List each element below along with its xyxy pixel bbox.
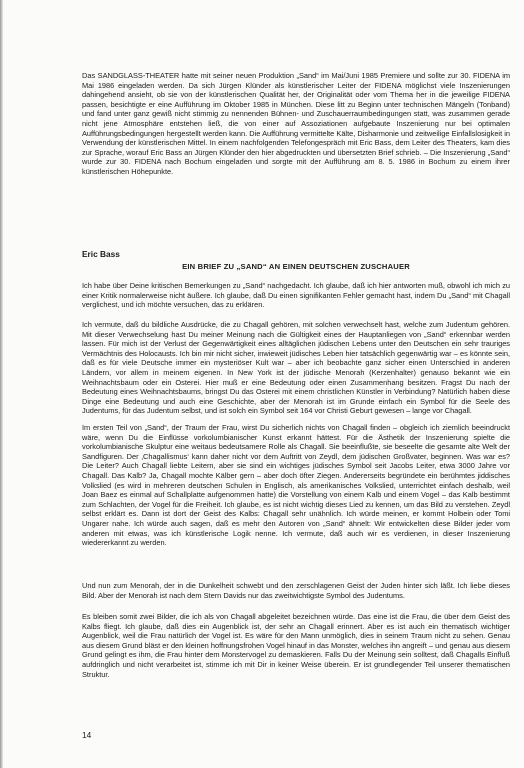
page-number: 14 [82,730,92,740]
letter-paragraph: Es bleiben somit zwei Bilder, die ich als von Chagall abgeleitet bezeichnen würde. Das eine ist die Frau, die über dem Geist des Kalbs fliegt. Ich glaube, daß dies ein Augenblick ist, der sehr an Chagall erinnert. Aber es ist auch ein thematisch wichtiger Augenblick, weil die Frau natürlich der Vogel ist. Es wäre für den Mann unmöglich, dies in seinem Traum nicht zu sehen. Genau aus diesem Grund bläst er den kleinen hoffnungsfrohen Vogel hinauf in das Monster, welches ihn angreift – und genau aus diesem Grund gelingt es ihm, die Frau hinter dem Monstervogel zu demaskieren. Falls Du der Meinung sein solltest, daß Chagalls Einfluß aufdringlich und nicht verarbeitet ist, stimme ich mit Dir in keiner Weise überein. Er ist grundlegender Teil unserer thematischen Struktur. [82,612,510,679]
letter-paragraph: Ich vermute, daß du bildliche Ausdrücke, die zu Chagall gehören, mit solchen verwechselt hast, welche zum Judentum gehören. Mit dieser Verwechselung hast Du meiner Meinung nach die Gültigkeit eines der Hauptanliegen von „Sand“ erkennbar werden lassen. Für mich ist der Verlust der Gegenwärtigkeit eines alltäglichen jüdischen Lebens unter den Deutschen ein sehr trauriges Vermächtnis des Holocausts. Ich bin mir nicht sicher, inwieweit jüdisches Leben hier tatsächlich gegenwärtig war – es könnte sein, daß es für viele Deutsche immer ein mysteriöser Kult war – aber ich beobachte ganz sicher einen Unterschied in anderen Ländern, vor allem in meinem eigenen. In New York ist der jüdische Menorah (Kerzenhalter) genauso bekannt wie ein Weihnachtsbaum oder ein Osterei. Hier muß er eine Bedeutung oder einen Zusammenhang besitzen. Fragst Du nach der Bedeutung eines Weihnachtsbaums, bringst Du das Osterei mit einem christlichen Künstler in Verbindung? Natürlich haben diese Dinge eine Bedeutung und auch eine Geschichte, aber der Menorah ist im Grunde einfach ein Symbol für die Seele des Judentums, für das Judentum selbst, und ist solch ein Symbol seit 164 vor Christi Geburt gewesen – lange vor Chagall. [82,320,510,416]
page-gutter-shadow [0,0,3,768]
letter-paragraph: Ich habe über Deine kritischen Bemerkungen zu „Sand“ nachgedacht. Ich glaube, daß ich hier antworten muß, obwohl ich mich zu einer Kritik normalerweise nicht äußere. Ich glaube, daß Du einen signifikanten Fehler gemacht hast, indem Du „Sand“ mit Chagall verglichest, und ich möchte versuchen, das zu erklären. [82,281,510,310]
intro-paragraph: Das SANDGLASS-THEATER hatte mit seiner neuen Produktion „Sand“ im Mai/Juni 1985 Premiere und sollte zur 30. FIDENA im Mai 1986 eingeladen werden. Da sich Jürgen Klünder als künstlerischer Leiter der FIDENA möglichst viele Inszenierungen dahingehend ansieht, ob sie von der künstlerischen Qualität her, der Originalität oder vom Thema her in die jeweilige FIDENA passen, besichtigte er eine Aufführung im Oktober 1985 in München. Diese litt zu Beginn unter technischen Mängeln (Tonband) und fand unter ganz gewiß nicht stimmig zu nennenden Bühnen- und Zuschauerraumbedingungen statt, was zusammen gerade nicht jene Atmosphäre entstehen ließ, die von einer auf Assoziationen aufgebaute Inszenierung nur bei optimalen Aufführungsbedingungen hergestellt werden kann. Die Aufführung vermittelte Kälte, Disharmonie und zeitweilige Einfallslosigkeit in Verwendung der künstlerischen Mittel. In einem nachfolgenden Telefongespräch mit Eric Bass, dem Leiter des Theaters, kam dies zur Sprache, worauf Eric Bass an Jürgen Klünder den hier abgedruckten und übersetzten Brief schrieb. – Die Inszenierung „Sand“ wurde zur 30. FIDENA nach Bochum eingeladen und sorgte mit der Aufführung am 8. 5. 1986 in Bochum zu einem ihrer künstlerischen Höhepunkte. [82,71,510,176]
letter-title: EIN BRIEF ZU „SAND“ AN EINEN DEUTSCHEN ZUSCHAUER [182,262,410,271]
author-name: Eric Bass [82,249,120,259]
letter-paragraph: Im ersten Teil von „Sand“, der Traum der Frau, wirst Du sicherlich nichts von Chagall finden – obgleich ich ziemlich beeindruckt wäre, wenn Du die Einflüsse vorkolumbianischer Kunst erkannt hättest. Für die Ästhetik der Inszenierung spielte die vorkolumbianische Skulptur eine weitaus bedeutsamere Rolle als Chagall. Sie beeinflußte, sie beseelte die gesamte alte Welt der Sandfiguren. Der ‚Chagallismus‘ kann daher nicht vor dem Auftritt von Zeydl, dem jüdischen Großvater, beginnen. Was war es? Die Leiter? Auch Chagall liebte Leitern, aber sie sind ein wichtiges jüdisches Symbol seit Jacobs Leiter, etwa 3000 Jahre vor Chagall. Das Kalb? Ja, Chagall mochte Kälber gern – aber doch öfter Ziegen. Andererseits begründete ein berühmtes jiddisches Volkslied (es wird in mehreren deutschen Schulen in Englisch, als amerikanisches Volkslied, unterrichtet einfach deshalb, weil Joan Baez es einmal auf Schallplatte aufgenommen hatte) die Vorstellung von einem Kalb und einem Vogel – das Kalb bestimmt zum Schlachten, der Vogel für die Freiheit. Ich glaube, es ist nicht wichtig dieses Lied zu kennen, um das Bild zu verstehen. Zeydl selbst erklärt es. Dann ist dort der Geist des Kalbs: Chagall sehr unähnlich. Ich würde meinen, er kommt Holbein oder Tomi Ungarer nahe. Ich würde auch sagen, daß es mehr den Autoren von „Sand“ ähnelt: Wir entwickelten diese Bilder jeder vom anderen mit etwas, was ich künstlerische Logik nenne. Ich vermute, daß auch wir es verdienen, in dieser Inszenierung wiedererkannt zu werden. [82,423,510,548]
letter-paragraph: Und nun zum Menorah, der in die Dunkelheit schwebt und den zerschlagenen Geist der Juden hinter sich läßt. Ich liebe dieses Bild. Aber der Menorah ist nach dem Stern Davids nur das zweitwichtigste Symbol des Judentums. [82,581,510,600]
